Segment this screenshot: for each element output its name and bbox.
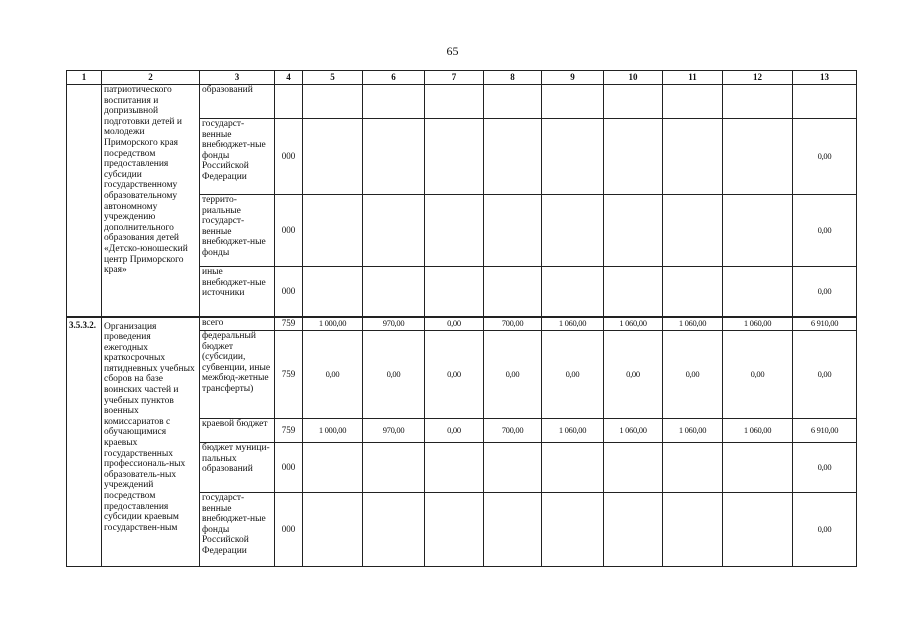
activity-name: патриотического воспитания и допризывной подготовки детей и молодежи Приморского края посредством предоставления субсидии государственному образовательному автономному учреждению дополнительного образования детей «Детско-юношеский центр Приморского края» bbox=[102, 85, 200, 317]
budget-code: 759 bbox=[275, 331, 303, 419]
amount-cell bbox=[723, 443, 793, 493]
amount-cell: 0,00 bbox=[793, 267, 857, 317]
amount-cell: 1 060,00 bbox=[542, 317, 604, 331]
amount-cell bbox=[542, 443, 604, 493]
amount-cell bbox=[425, 267, 484, 317]
amount-cell: 0,00 bbox=[793, 119, 857, 195]
budget-code: 000 bbox=[275, 119, 303, 195]
amount-cell: 0,00 bbox=[793, 443, 857, 493]
col-header: 1 bbox=[67, 71, 102, 85]
funding-source: федеральный бюджет (субсидии, субвенции, иные межбюд-жетные трансферты) bbox=[200, 331, 275, 419]
amount-cell bbox=[363, 85, 425, 119]
amount-cell: 1 060,00 bbox=[663, 317, 723, 331]
budget-code: 000 bbox=[275, 195, 303, 267]
amount-cell: 0,00 bbox=[604, 331, 663, 419]
budget-code: 000 bbox=[275, 443, 303, 493]
amount-cell: 1 060,00 bbox=[663, 419, 723, 443]
col-header: 2 bbox=[102, 71, 200, 85]
amount-cell: 1 060,00 bbox=[723, 317, 793, 331]
amount-cell bbox=[425, 119, 484, 195]
amount-cell bbox=[303, 443, 363, 493]
page-number: 65 bbox=[446, 44, 459, 58]
col-header: 3 bbox=[200, 71, 275, 85]
amount-cell bbox=[363, 493, 425, 567]
budget-table-container bbox=[66, 70, 857, 567]
amount-cell bbox=[723, 493, 793, 567]
amount-cell bbox=[303, 493, 363, 567]
amount-cell bbox=[723, 267, 793, 317]
amount-cell bbox=[604, 195, 663, 267]
amount-cell: 1 060,00 bbox=[604, 419, 663, 443]
amount-cell bbox=[363, 443, 425, 493]
col-header: 5 bbox=[303, 71, 363, 85]
amount-cell bbox=[604, 443, 663, 493]
amount-cell bbox=[723, 85, 793, 119]
budget-code bbox=[275, 85, 303, 119]
col-header: 8 bbox=[484, 71, 542, 85]
amount-cell: 1 000,00 bbox=[303, 419, 363, 443]
amount-cell: 1 060,00 bbox=[723, 419, 793, 443]
amount-cell bbox=[663, 119, 723, 195]
budget-code: 000 bbox=[275, 493, 303, 567]
amount-cell: 0,00 bbox=[793, 195, 857, 267]
col-header: 6 bbox=[363, 71, 425, 85]
col-header: 4 bbox=[275, 71, 303, 85]
amount-cell bbox=[663, 195, 723, 267]
funding-source: краевой бюджет bbox=[200, 419, 275, 443]
amount-cell: 0,00 bbox=[303, 331, 363, 419]
amount-cell bbox=[363, 195, 425, 267]
amount-cell bbox=[484, 195, 542, 267]
amount-cell bbox=[303, 195, 363, 267]
funding-source: государст-венные внебюджет-ные фонды Российской Федерации bbox=[200, 493, 275, 567]
budget-code: 000 bbox=[275, 267, 303, 317]
col-header: 11 bbox=[663, 71, 723, 85]
amount-cell bbox=[484, 267, 542, 317]
amount-cell bbox=[663, 85, 723, 119]
col-header: 9 bbox=[542, 71, 604, 85]
amount-cell bbox=[723, 195, 793, 267]
amount-cell bbox=[604, 493, 663, 567]
amount-cell bbox=[303, 119, 363, 195]
funding-source: всего bbox=[200, 317, 275, 331]
amount-cell bbox=[542, 85, 604, 119]
amount-cell: 0,00 bbox=[425, 331, 484, 419]
amount-cell bbox=[604, 85, 663, 119]
amount-cell: 700,00 bbox=[484, 317, 542, 331]
funding-source: государст-венные внебюджет-ные фонды Российской Федерации bbox=[200, 119, 275, 195]
amount-cell: 0,00 bbox=[425, 317, 484, 331]
amount-cell bbox=[484, 443, 542, 493]
col-header: 12 bbox=[723, 71, 793, 85]
amount-cell: 970,00 bbox=[363, 419, 425, 443]
amount-cell bbox=[663, 443, 723, 493]
header-row bbox=[67, 71, 857, 85]
amount-cell bbox=[484, 493, 542, 567]
row-index: 3.5.3.2. bbox=[67, 317, 102, 567]
amount-cell bbox=[425, 443, 484, 493]
amount-cell: 0,00 bbox=[723, 331, 793, 419]
budget-table bbox=[66, 70, 857, 567]
table-row bbox=[67, 317, 857, 331]
amount-cell bbox=[484, 119, 542, 195]
col-header: 7 bbox=[425, 71, 484, 85]
amount-cell bbox=[425, 195, 484, 267]
funding-source: террито-риальные государст-венные внебюджет-ные фонды bbox=[200, 195, 275, 267]
amount-cell: 0,00 bbox=[425, 419, 484, 443]
amount-cell bbox=[663, 493, 723, 567]
budget-code: 759 bbox=[275, 419, 303, 443]
amount-cell bbox=[542, 493, 604, 567]
amount-cell bbox=[793, 85, 857, 119]
amount-cell bbox=[542, 195, 604, 267]
amount-cell: 0,00 bbox=[793, 493, 857, 567]
funding-source: иные внебюджет-ные источники bbox=[200, 267, 275, 317]
amount-cell bbox=[425, 85, 484, 119]
amount-cell bbox=[542, 267, 604, 317]
amount-cell: 0,00 bbox=[484, 331, 542, 419]
amount-cell: 970,00 bbox=[363, 317, 425, 331]
amount-cell: 6 910,00 bbox=[793, 317, 857, 331]
amount-cell bbox=[604, 267, 663, 317]
col-header: 10 bbox=[604, 71, 663, 85]
table-row bbox=[67, 85, 857, 119]
amount-cell: 700,00 bbox=[484, 419, 542, 443]
amount-cell bbox=[604, 119, 663, 195]
funding-source: бюджет муници-пальных образований bbox=[200, 443, 275, 493]
amount-cell: 6 910,00 bbox=[793, 419, 857, 443]
row-index bbox=[67, 85, 102, 317]
amount-cell bbox=[303, 267, 363, 317]
budget-code: 759 bbox=[275, 317, 303, 331]
col-header: 13 bbox=[793, 71, 857, 85]
amount-cell bbox=[542, 119, 604, 195]
activity-name: Организация проведения ежегодных краткосрочных пятидневных учебных сборов на базе воинских частей и учебных пунктов военных комиссариатов с обучающимися краевых государственных профессиональ-ных образователь-ных учреждений посредством предоставления субсидии краевым государствен-ным bbox=[102, 317, 200, 567]
amount-cell bbox=[303, 85, 363, 119]
amount-cell: 0,00 bbox=[793, 331, 857, 419]
amount-cell: 0,00 bbox=[542, 331, 604, 419]
funding-source: образований bbox=[200, 85, 275, 119]
amount-cell bbox=[723, 119, 793, 195]
amount-cell: 0,00 bbox=[663, 331, 723, 419]
amount-cell bbox=[663, 267, 723, 317]
amount-cell bbox=[363, 267, 425, 317]
amount-cell bbox=[425, 493, 484, 567]
amount-cell: 0,00 bbox=[363, 331, 425, 419]
amount-cell: 1 000,00 bbox=[303, 317, 363, 331]
amount-cell bbox=[363, 119, 425, 195]
amount-cell bbox=[484, 85, 542, 119]
amount-cell: 1 060,00 bbox=[604, 317, 663, 331]
amount-cell: 1 060,00 bbox=[542, 419, 604, 443]
